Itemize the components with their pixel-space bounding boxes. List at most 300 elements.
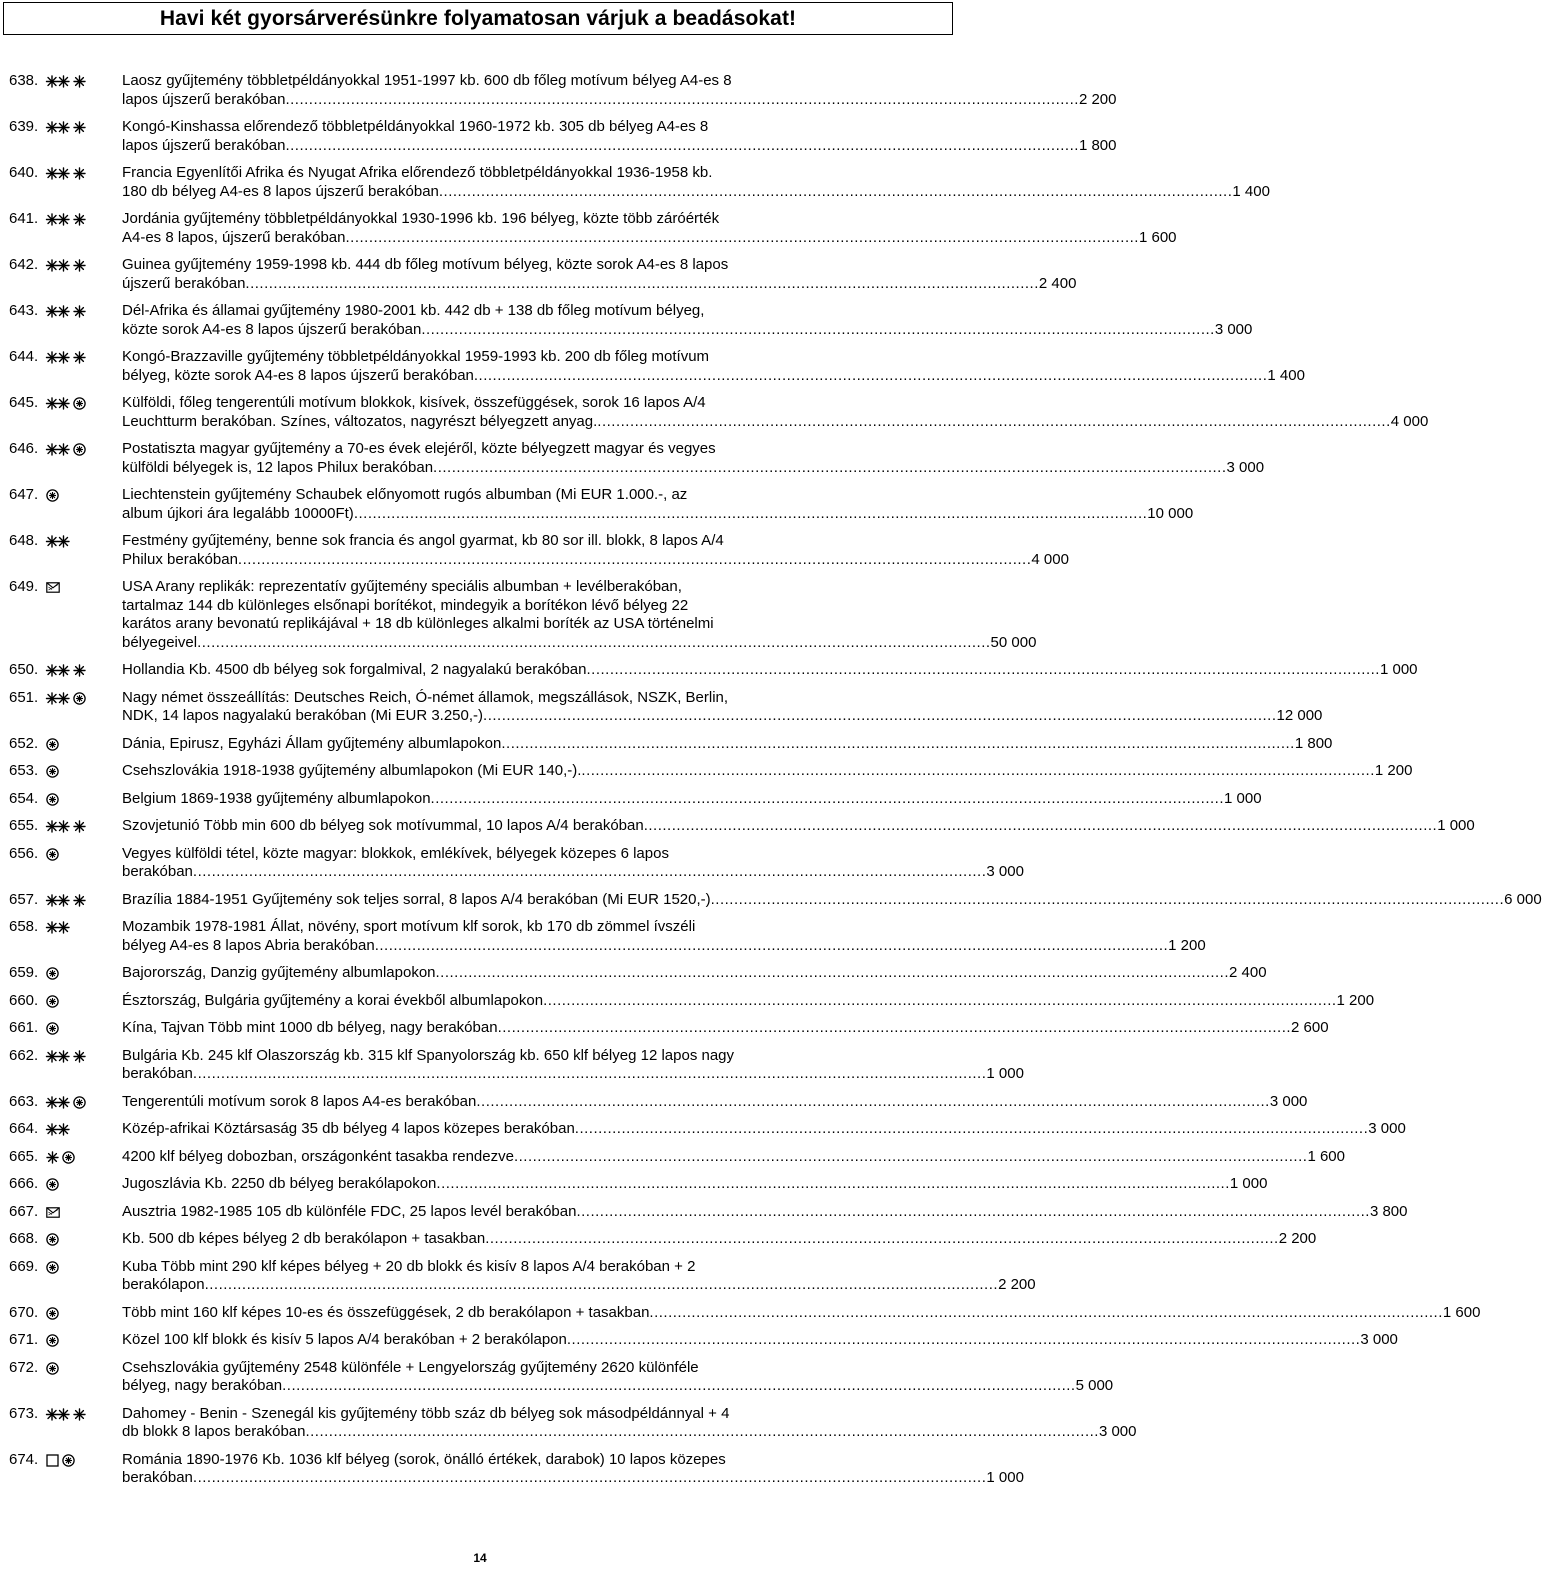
condition-symbols bbox=[46, 581, 60, 594]
mint-nh-icon bbox=[46, 1408, 70, 1421]
used-icon bbox=[73, 443, 86, 456]
description-line: Jordánia gyűjtemény többletpéldányokkal 1930-1996 kb. 196 bélyeg, közte több záróérték bbox=[122, 210, 720, 227]
lot-item bbox=[9, 1404, 1137, 1442]
description-line bbox=[122, 1377, 1114, 1396]
lot-item bbox=[9, 1147, 1345, 1167]
mint-hinged-icon bbox=[73, 213, 86, 226]
description-line bbox=[122, 412, 1429, 432]
condition-symbols bbox=[46, 820, 86, 833]
lot-description bbox=[122, 1450, 1024, 1488]
condition-symbols bbox=[46, 1362, 59, 1375]
square-icon bbox=[46, 1454, 59, 1467]
mint-nh-icon bbox=[46, 820, 70, 833]
condition-symbols bbox=[46, 1151, 75, 1164]
mint-hinged-icon bbox=[73, 259, 86, 272]
description-line bbox=[122, 633, 1037, 653]
description-line bbox=[122, 90, 1117, 110]
lot-number: 674. bbox=[9, 1450, 39, 1468]
leader-dots: .......................................................................................................................................................................... bbox=[497, 1019, 1292, 1036]
leader-dots: .......................................................................................................................................................................... bbox=[305, 1423, 1099, 1440]
leader-dots: .......................................................................................................................................................................... bbox=[197, 633, 991, 651]
used-icon bbox=[46, 967, 59, 980]
lot-number: 647. bbox=[9, 486, 39, 503]
lot-item bbox=[9, 578, 1037, 652]
lot-number: 673. bbox=[9, 1404, 39, 1422]
description-line bbox=[122, 1120, 1406, 1139]
starting-price: 5 000 bbox=[1075, 1377, 1114, 1394]
description-line bbox=[122, 707, 1323, 726]
description-line bbox=[122, 228, 1177, 248]
lot-description bbox=[122, 1046, 1024, 1084]
starting-price: 3 000 bbox=[1098, 1423, 1137, 1440]
description-line: Liechtenstein gyűjtemény Schaubek előnyomott rugós albumban (Mi EUR 1.000.-, az bbox=[122, 486, 688, 503]
condition-symbols bbox=[46, 921, 70, 934]
lot-number: 655. bbox=[9, 817, 39, 834]
starting-price: 1 000 bbox=[986, 1065, 1024, 1082]
mint-hinged-icon bbox=[73, 167, 86, 180]
lot-number: 668. bbox=[9, 1230, 39, 1247]
lot-number: 643. bbox=[9, 302, 39, 319]
description-line bbox=[122, 863, 1024, 882]
description-line bbox=[122, 1276, 1036, 1295]
lot-description bbox=[122, 991, 1375, 1011]
condition-symbols bbox=[46, 489, 59, 502]
lot-item bbox=[9, 486, 1194, 523]
lot-description bbox=[122, 578, 1037, 652]
lot-item bbox=[9, 210, 1177, 247]
description-line bbox=[122, 1175, 1268, 1194]
description-line bbox=[122, 991, 1375, 1011]
lot-number: 661. bbox=[9, 1019, 39, 1036]
description-text: Belgium 1869-1938 gyűjtemény albumlapokon bbox=[122, 789, 431, 807]
lot-item bbox=[9, 661, 1418, 680]
description-line bbox=[122, 458, 1265, 478]
lot-number: 654. bbox=[9, 789, 39, 807]
starting-price: 1 200 bbox=[1336, 991, 1375, 1009]
mint-hinged-icon bbox=[46, 1151, 59, 1164]
leader-dots: .......................................................................................................................................................................... bbox=[353, 504, 1148, 522]
used-icon bbox=[62, 1454, 75, 1467]
description-text: bélyeg, közte sorok A4-es 8 lapos újszerű berakóban bbox=[122, 366, 474, 384]
leader-dots: .......................................................................................................................................................................... bbox=[501, 734, 1295, 752]
leader-dots: .......................................................................................................................................................................... bbox=[421, 320, 1215, 338]
lot-item bbox=[9, 348, 1305, 385]
leader-dots: .......................................................................................................................................................................... bbox=[710, 890, 1505, 908]
used-icon bbox=[46, 1362, 59, 1375]
starting-price: 1 400 bbox=[1232, 182, 1270, 200]
lot-item bbox=[9, 1120, 1406, 1139]
lot-description bbox=[122, 1230, 1317, 1249]
description-line bbox=[122, 789, 1262, 809]
starting-price: 2 200 bbox=[998, 1276, 1036, 1293]
mint-hinged-icon bbox=[73, 75, 86, 88]
description-line: Dél-Afrika és államai gyűjtemény 1980-2001 kb. 442 db + 138 db főleg motívum bélyeg, bbox=[122, 302, 705, 319]
lot-description bbox=[122, 72, 1117, 109]
lot-description bbox=[122, 1202, 1408, 1222]
lot-description bbox=[122, 256, 1077, 293]
lot-description bbox=[122, 1019, 1329, 1038]
description-text: A4-es 8 lapos, újszerű berakóban bbox=[122, 228, 346, 246]
condition-symbols bbox=[46, 995, 59, 1008]
description-text: Philux berakóban bbox=[122, 550, 238, 568]
lot-number: 638. bbox=[9, 72, 39, 89]
lot-number: 639. bbox=[9, 118, 39, 135]
used-icon bbox=[73, 1096, 86, 1109]
mint-hinged-icon bbox=[73, 820, 86, 833]
header-text: Havi két gyorsárverésünkre folyamatosan várjuk a beadásokat! bbox=[159, 6, 797, 30]
leader-dots: .......................................................................................................................................................................... bbox=[576, 1202, 1370, 1220]
lot-number: 656. bbox=[9, 844, 39, 862]
used-icon bbox=[46, 1334, 59, 1347]
mint-hinged-icon bbox=[73, 894, 86, 907]
lot-item bbox=[9, 394, 1429, 431]
starting-price: 3 000 bbox=[1269, 1092, 1308, 1110]
leader-dots: .......................................................................................................................................................................... bbox=[485, 1230, 1279, 1247]
mint-nh-icon bbox=[46, 167, 70, 180]
mint-nh-icon bbox=[46, 1050, 70, 1063]
lot-description bbox=[122, 302, 1253, 339]
lot-item bbox=[9, 1046, 1024, 1084]
page-number: 14 bbox=[473, 1551, 487, 1565]
leader-dots: .......................................................................................................................................................................... bbox=[285, 136, 1079, 154]
description-line bbox=[122, 182, 1270, 202]
mint-hinged-icon bbox=[73, 121, 86, 134]
description-line bbox=[122, 734, 1333, 754]
lot-item bbox=[9, 1450, 1024, 1488]
leader-dots: .......................................................................................................................................................................... bbox=[483, 707, 1277, 724]
lot-number: 648. bbox=[9, 532, 39, 549]
starting-price: 3 000 bbox=[1226, 458, 1265, 476]
used-icon bbox=[46, 1307, 59, 1320]
lot-number: 669. bbox=[9, 1257, 39, 1275]
description-line bbox=[122, 274, 1077, 294]
lot-item bbox=[9, 1019, 1329, 1038]
description-text: Észtország, Bulgária gyűjtemény a korai évekből albumlapokon bbox=[122, 991, 544, 1009]
mint-nh-icon bbox=[46, 75, 70, 88]
lot-number: 658. bbox=[9, 918, 39, 935]
starting-price: 1 800 bbox=[1294, 734, 1333, 752]
description-line bbox=[122, 1303, 1481, 1323]
starting-price: 2 400 bbox=[1229, 964, 1267, 981]
used-icon bbox=[46, 1022, 59, 1035]
mint-nh-icon bbox=[46, 305, 70, 318]
description-line bbox=[122, 964, 1267, 983]
mint-nh-icon bbox=[46, 894, 70, 907]
condition-symbols bbox=[46, 894, 86, 907]
description-line bbox=[122, 1469, 1024, 1488]
leader-dots: .......................................................................................................................................................................... bbox=[476, 1092, 1270, 1110]
used-icon bbox=[73, 692, 86, 705]
mint-nh-icon bbox=[46, 443, 70, 456]
mint-nh-icon bbox=[46, 259, 70, 272]
lot-item bbox=[9, 1230, 1317, 1249]
starting-price: 1 000 bbox=[1437, 817, 1475, 834]
lot-description bbox=[122, 348, 1305, 385]
description-text: Kb. 500 db képes bélyeg 2 db berakólapon + tasakban bbox=[122, 1230, 486, 1247]
leader-dots: .......................................................................................................................................................................... bbox=[430, 789, 1225, 807]
description-line bbox=[122, 1065, 1024, 1084]
lot-description bbox=[122, 532, 1069, 569]
starting-price: 1 000 bbox=[1229, 1175, 1268, 1192]
leader-dots: .......................................................................................................................................................................... bbox=[566, 1331, 1361, 1348]
lot-item bbox=[9, 734, 1333, 754]
description-text: lapos újszerű berakóban bbox=[122, 136, 286, 154]
condition-symbols bbox=[46, 664, 86, 677]
starting-price: 4 000 bbox=[1031, 550, 1069, 568]
lot-item bbox=[9, 164, 1270, 201]
lot-description bbox=[122, 394, 1429, 431]
lot-description bbox=[122, 734, 1333, 754]
starting-price: 2 400 bbox=[1038, 274, 1077, 292]
lot-item bbox=[9, 1175, 1268, 1194]
description-line: USA Arany replikák: reprezentatív gyűjtemény speciális albumban + levélberakóban, bbox=[122, 578, 682, 595]
description-text: lapos újszerű berakóban bbox=[122, 90, 286, 108]
envelope-icon bbox=[46, 581, 60, 594]
description-line bbox=[122, 320, 1253, 340]
used-icon bbox=[46, 1233, 59, 1246]
lot-description bbox=[122, 1331, 1398, 1350]
starting-price: 4 000 bbox=[1390, 412, 1429, 430]
condition-symbols bbox=[46, 167, 86, 180]
lot-number: 646. bbox=[9, 440, 39, 457]
lot-item bbox=[9, 1202, 1408, 1222]
leader-dots: .......................................................................................................................................................................... bbox=[245, 274, 1039, 292]
starting-price: 1 000 bbox=[986, 1469, 1024, 1486]
mint-nh-icon bbox=[46, 1123, 70, 1136]
lot-item bbox=[9, 1092, 1308, 1112]
used-icon bbox=[46, 793, 59, 806]
description-text: Leuchtturm berakóban. Színes, változatos, nagyrészt bélyegzett anyag. bbox=[122, 412, 598, 430]
condition-symbols bbox=[46, 1206, 60, 1219]
description-line: Kuba Több mint 290 klf képes bélyeg + 20 db blokk és kisív 8 lapos A/4 berakóban + 2 bbox=[122, 1257, 696, 1275]
description-text: Több mint 160 klf képes 10-es és összefüggések, 2 db berakólapon + tasakban bbox=[122, 1303, 650, 1321]
description-text: db blokk 8 lapos berakóban bbox=[122, 1423, 306, 1440]
description-line: Dahomey - Benin - Szenegál kis gyűjtemény több száz db bélyeg sok másodpéldánnyal + 4 bbox=[122, 1404, 730, 1422]
mint-nh-icon bbox=[46, 121, 70, 134]
lot-description bbox=[122, 964, 1267, 983]
lot-item bbox=[9, 762, 1413, 781]
description-text: 180 db bélyeg A4-es 8 lapos újszerű berakóban bbox=[122, 182, 439, 200]
description-line: Kongó-Brazzaville gyűjtemény többletpéldányokkal 1959-1993 kb. 200 db főleg motívum bbox=[122, 348, 710, 365]
description-text: 4200 klf bélyeg dobozban, országonként tasakba rendezve bbox=[122, 1147, 514, 1165]
lot-description bbox=[122, 817, 1475, 836]
lot-description bbox=[122, 762, 1413, 781]
lot-description bbox=[122, 1404, 1137, 1442]
starting-price: 2 200 bbox=[1078, 90, 1117, 108]
condition-symbols bbox=[46, 121, 86, 134]
lot-item bbox=[9, 964, 1267, 983]
condition-symbols bbox=[46, 1307, 59, 1320]
leader-dots: .......................................................................................................................................................................... bbox=[473, 366, 1268, 384]
condition-symbols bbox=[46, 305, 86, 318]
description-line bbox=[122, 504, 1194, 524]
leader-dots: .......................................................................................................................................................................... bbox=[513, 1147, 1308, 1165]
leader-dots: .......................................................................................................................................................................... bbox=[282, 1377, 1076, 1394]
lot-description bbox=[122, 890, 1542, 910]
leader-dots: .......................................................................................................................................................................... bbox=[543, 991, 1337, 1009]
description-text: közte sorok A4-es 8 lapos újszerű berakóban bbox=[122, 320, 422, 338]
description-line bbox=[122, 136, 1117, 156]
description-text: bélyeg A4-es 8 lapos Abria berakóban bbox=[122, 936, 375, 954]
envelope-icon bbox=[46, 1206, 60, 1219]
description-line bbox=[122, 762, 1413, 781]
lot-item bbox=[9, 72, 1117, 109]
description-line bbox=[122, 1230, 1317, 1249]
starting-price: 6 000 bbox=[1504, 890, 1542, 908]
description-line bbox=[122, 1202, 1408, 1222]
lot-number: 665. bbox=[9, 1147, 39, 1165]
used-icon bbox=[46, 848, 59, 861]
description-line: Mozambik 1978-1981 Állat, növény, sport motívum klf sorok, kb 170 db zömmel ívszéli bbox=[122, 918, 696, 935]
lot-item bbox=[9, 302, 1253, 339]
description-line: Románia 1890-1976 Kb. 1036 klf bélyeg (sorok, önálló értékek, darabok) 10 lapos közepes bbox=[122, 1450, 726, 1468]
condition-symbols bbox=[46, 1123, 70, 1136]
lot-number: 645. bbox=[9, 394, 39, 411]
lot-description bbox=[122, 789, 1262, 809]
used-icon bbox=[46, 738, 59, 751]
lot-item bbox=[9, 789, 1262, 809]
mint-nh-icon bbox=[46, 535, 70, 548]
condition-symbols bbox=[46, 1233, 59, 1246]
starting-price: 3 000 bbox=[1360, 1331, 1398, 1348]
lot-item bbox=[9, 918, 1206, 955]
description-line: Francia Egyenlítői Afrika és Nyugat Afrika előrendező többletpéldányokkal 1936-1958 kb. bbox=[122, 164, 713, 181]
used-icon bbox=[73, 397, 86, 410]
condition-symbols bbox=[46, 1096, 86, 1109]
lot-item bbox=[9, 532, 1069, 569]
lot-description bbox=[122, 918, 1206, 955]
lot-item bbox=[9, 991, 1375, 1011]
lot-number: 649. bbox=[9, 578, 39, 595]
description-line: Kongó-Kinshassa előrendező többletpéldányokkal 1960-1972 kb. 305 db bélyeg A4-es 8 bbox=[122, 118, 709, 135]
lot-item bbox=[9, 118, 1117, 155]
mint-nh-icon bbox=[46, 351, 70, 364]
lot-description bbox=[122, 661, 1418, 680]
lot-number: 667. bbox=[9, 1202, 39, 1220]
description-text: berakóban bbox=[122, 1065, 193, 1082]
lot-item bbox=[9, 1358, 1114, 1396]
lot-description bbox=[122, 1175, 1268, 1194]
lot-number: 662. bbox=[9, 1046, 39, 1064]
description-line: Nagy német összeállítás: Deutsches Reich, Ó-német államok, megszállások, NSZK, Berlin, bbox=[122, 688, 729, 706]
condition-symbols bbox=[46, 967, 59, 980]
mint-nh-icon bbox=[46, 397, 70, 410]
starting-price: 1 800 bbox=[1078, 136, 1117, 154]
lot-description bbox=[122, 440, 1265, 477]
lot-number: 664. bbox=[9, 1120, 39, 1137]
used-icon bbox=[46, 765, 59, 778]
condition-symbols bbox=[46, 443, 86, 456]
lot-description bbox=[122, 486, 1194, 523]
lot-number: 660. bbox=[9, 991, 39, 1009]
lot-description bbox=[122, 164, 1270, 201]
lot-number: 650. bbox=[9, 661, 39, 678]
description-line bbox=[122, 1147, 1345, 1167]
lot-item bbox=[9, 890, 1542, 910]
description-line bbox=[122, 550, 1069, 570]
lot-number: 653. bbox=[9, 762, 39, 779]
description-text: Dánia, Epirusz, Egyházi Állam gyűjtemény albumlapokon bbox=[122, 734, 502, 752]
description-line bbox=[122, 817, 1475, 836]
header-banner bbox=[3, 2, 953, 35]
description-text: újszerű berakóban bbox=[122, 274, 246, 292]
starting-price: 3 000 bbox=[1214, 320, 1253, 338]
description-text: Brazília 1884-1951 Gyűjtemény sok teljes sorral, 8 lapos A/4 berakóban (Mi EUR 1520,-) bbox=[122, 890, 711, 908]
starting-price: 1 000 bbox=[1379, 661, 1418, 678]
description-text: bélyegeivel bbox=[122, 633, 198, 651]
leader-dots: .......................................................................................................................................................................... bbox=[435, 964, 1229, 981]
description-line bbox=[122, 1019, 1329, 1038]
starting-price: 1 200 bbox=[1374, 762, 1413, 779]
lot-list bbox=[9, 72, 1542, 1497]
description-text: Közép-afrikai Köztársaság 35 db bélyeg 4 lapos közepes berakóban bbox=[122, 1120, 575, 1137]
condition-symbols bbox=[46, 692, 86, 705]
description-line: karátos arany bevonatú replikájával + 18 db különleges alkalmi boríték az USA történelmi bbox=[122, 615, 714, 632]
used-icon bbox=[46, 995, 59, 1008]
lot-number: 670. bbox=[9, 1303, 39, 1321]
description-line: Bulgária Kb. 245 klf Olaszország kb. 315 klf Spanyolország kb. 650 klf bélyeg 12 lapos nagy bbox=[122, 1046, 735, 1064]
description-line: Csehszlovákia gyűjtemény 2548 különféle + Lengyelország gyűjtemény 2620 különféle bbox=[122, 1358, 699, 1376]
description-line: Külföldi, főleg tengerentúli motívum blokkok, kisívek, összefüggések, sorok 16 lapos A/4 bbox=[122, 394, 706, 411]
condition-symbols bbox=[46, 351, 86, 364]
lot-number: 642. bbox=[9, 256, 39, 273]
starting-price: 1 600 bbox=[1307, 1147, 1345, 1165]
condition-symbols bbox=[46, 1408, 86, 1421]
used-icon bbox=[46, 489, 59, 502]
leader-dots: .......................................................................................................................................................................... bbox=[345, 228, 1139, 246]
leader-dots: .......................................................................................................................................................................... bbox=[597, 412, 1391, 430]
mint-nh-icon bbox=[46, 664, 70, 677]
starting-price: 1 600 bbox=[1442, 1303, 1481, 1321]
used-icon bbox=[62, 1151, 75, 1164]
leader-dots: .......................................................................................................................................................................... bbox=[237, 550, 1032, 568]
description-line: Festmény gyűjtemény, benne sok francia és angol gyarmat, kb 80 sor ill. blokk, 8 lapos A/4 bbox=[122, 532, 724, 549]
leader-dots: .......................................................................................................................................................................... bbox=[285, 90, 1079, 108]
description-text: berakóban bbox=[122, 1469, 193, 1486]
mint-nh-icon bbox=[46, 213, 70, 226]
lot-item bbox=[9, 440, 1265, 477]
condition-symbols bbox=[46, 848, 59, 861]
starting-price: 12 000 bbox=[1276, 707, 1323, 724]
leader-dots: .......................................................................................................................................................................... bbox=[586, 661, 1380, 678]
description-line bbox=[122, 1092, 1308, 1112]
starting-price: 2 600 bbox=[1291, 1019, 1329, 1036]
used-icon bbox=[46, 1178, 59, 1191]
lot-item bbox=[9, 844, 1024, 882]
condition-symbols bbox=[46, 1334, 59, 1347]
description-line bbox=[122, 661, 1418, 680]
leader-dots: .......................................................................................................................................................................... bbox=[192, 1065, 987, 1082]
description-text: Bajorország, Danzig gyűjtemény albumlapokon bbox=[122, 964, 436, 981]
leader-dots: .......................................................................................................................................................................... bbox=[643, 817, 1438, 834]
lot-item bbox=[9, 688, 1323, 726]
leader-dots: .......................................................................................................................................................................... bbox=[574, 1120, 1369, 1137]
condition-symbols bbox=[46, 1261, 59, 1274]
description-text: Jugoszlávia Kb. 2250 db bélyeg berakólapokon bbox=[122, 1175, 437, 1192]
description-text: Kína, Tajvan Több mint 1000 db bélyeg, nagy berakóban bbox=[122, 1019, 498, 1036]
lot-item bbox=[9, 1303, 1481, 1323]
lot-description bbox=[122, 1147, 1345, 1167]
mint-hinged-icon bbox=[73, 351, 86, 364]
mint-nh-icon bbox=[46, 921, 70, 934]
lot-item bbox=[9, 1257, 1036, 1295]
mint-hinged-icon bbox=[73, 1050, 86, 1063]
starting-price: 2 200 bbox=[1278, 1230, 1317, 1247]
used-icon bbox=[46, 1261, 59, 1274]
leader-dots: .......................................................................................................................................................................... bbox=[204, 1276, 999, 1293]
lot-item bbox=[9, 256, 1077, 293]
lot-description bbox=[122, 1358, 1114, 1396]
